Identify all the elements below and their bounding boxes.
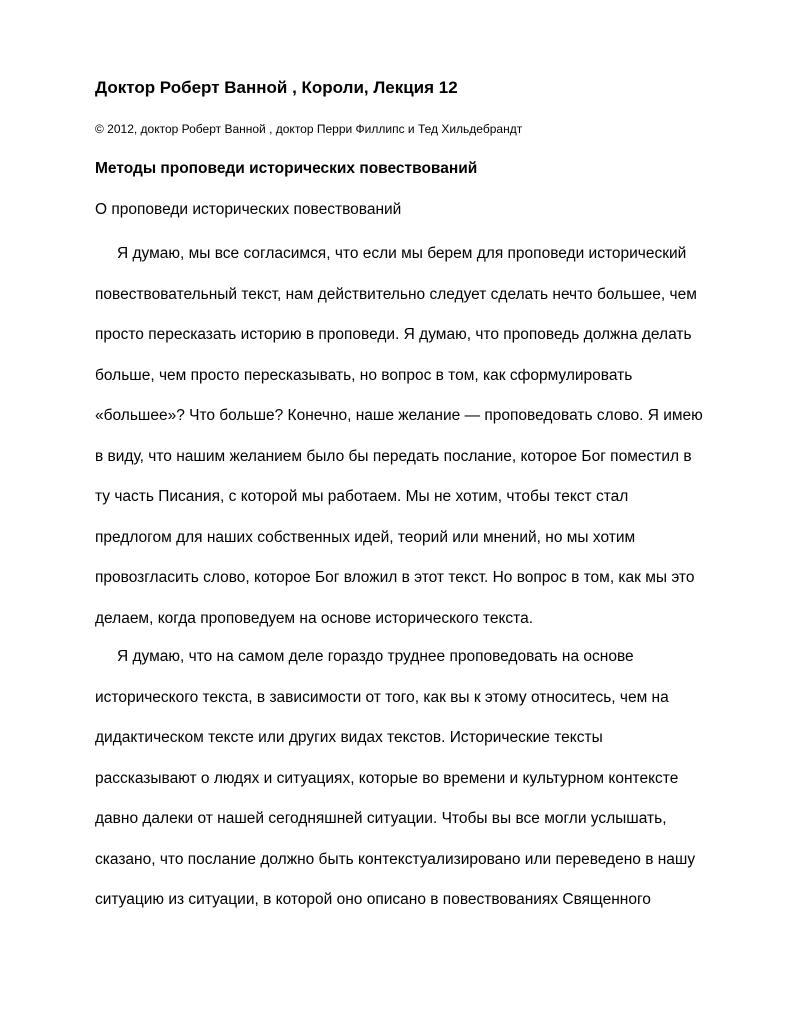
text-line: Я думаю, мы все согласимся, что если мы берем для проповеди исторический xyxy=(117,245,687,262)
subheading: О проповеди исторических повествований xyxy=(95,201,402,218)
text-line: давно далеки от нашей сегодняшней ситуации. Чтобы вы все могли услышать, xyxy=(95,810,667,827)
text-line: рассказывают о людях и ситуациях, которые во времени и культурном контексте xyxy=(95,769,679,787)
text-line: делаем, когда проповедуем на основе исторического текста. xyxy=(95,609,534,627)
text-line: больше, чем просто пересказывать, но вопрос в том, как сформулировать xyxy=(95,366,633,384)
text-line: дидактическом тексте или других видах текстов. Исторические тексты xyxy=(95,729,603,746)
text-line: исторического текста, в зависимости от того, как вы к этому относитесь, чем на xyxy=(95,688,669,706)
text-line: Я думаю, что на самом деле гораздо труднее проповедовать на основе xyxy=(117,648,634,665)
section-heading: Методы проповеди исторических повествований xyxy=(95,160,478,177)
document-title: Доктор Роберт Ванной , Короли, Лекция 12 xyxy=(95,78,458,97)
text-line: повествовательный текст, нам действительно следует сделать нечто большее, чем xyxy=(95,285,697,303)
paragraph xyxy=(95,637,705,921)
text-line: предлогом для наших собственных идей, теорий или мнений, но мы хотим xyxy=(95,528,636,546)
text-line: в виду, что нашим желанием было бы передать послание, которое Бог поместил в xyxy=(95,447,692,465)
copyright-notice: © 2012, доктор Роберт Ванной , доктор Перри Филлипс и Тед Хильдебрандт xyxy=(95,122,523,136)
text-line: ту часть Писания, с которой мы работаем. Мы не хотим, чтобы текст стал xyxy=(95,488,629,505)
text-line: «большее»? Что больше? Конечно, наше желание — проповедовать слово. Я имею xyxy=(95,407,703,424)
text-line: ситуацию из ситуации, в которой оно описано в повествованиях Священного xyxy=(95,891,651,908)
text-line: сказано, что послание должно быть контекстуализировано или переведено в нашу xyxy=(95,850,696,868)
paragraph xyxy=(95,234,705,639)
text-line: провозгласить слово, которое Бог вложил в этот текст. Но вопрос в том, как мы это xyxy=(95,569,695,586)
text-line: просто пересказать историю в проповеди. Я думаю, что проповедь должна делать xyxy=(95,326,692,343)
